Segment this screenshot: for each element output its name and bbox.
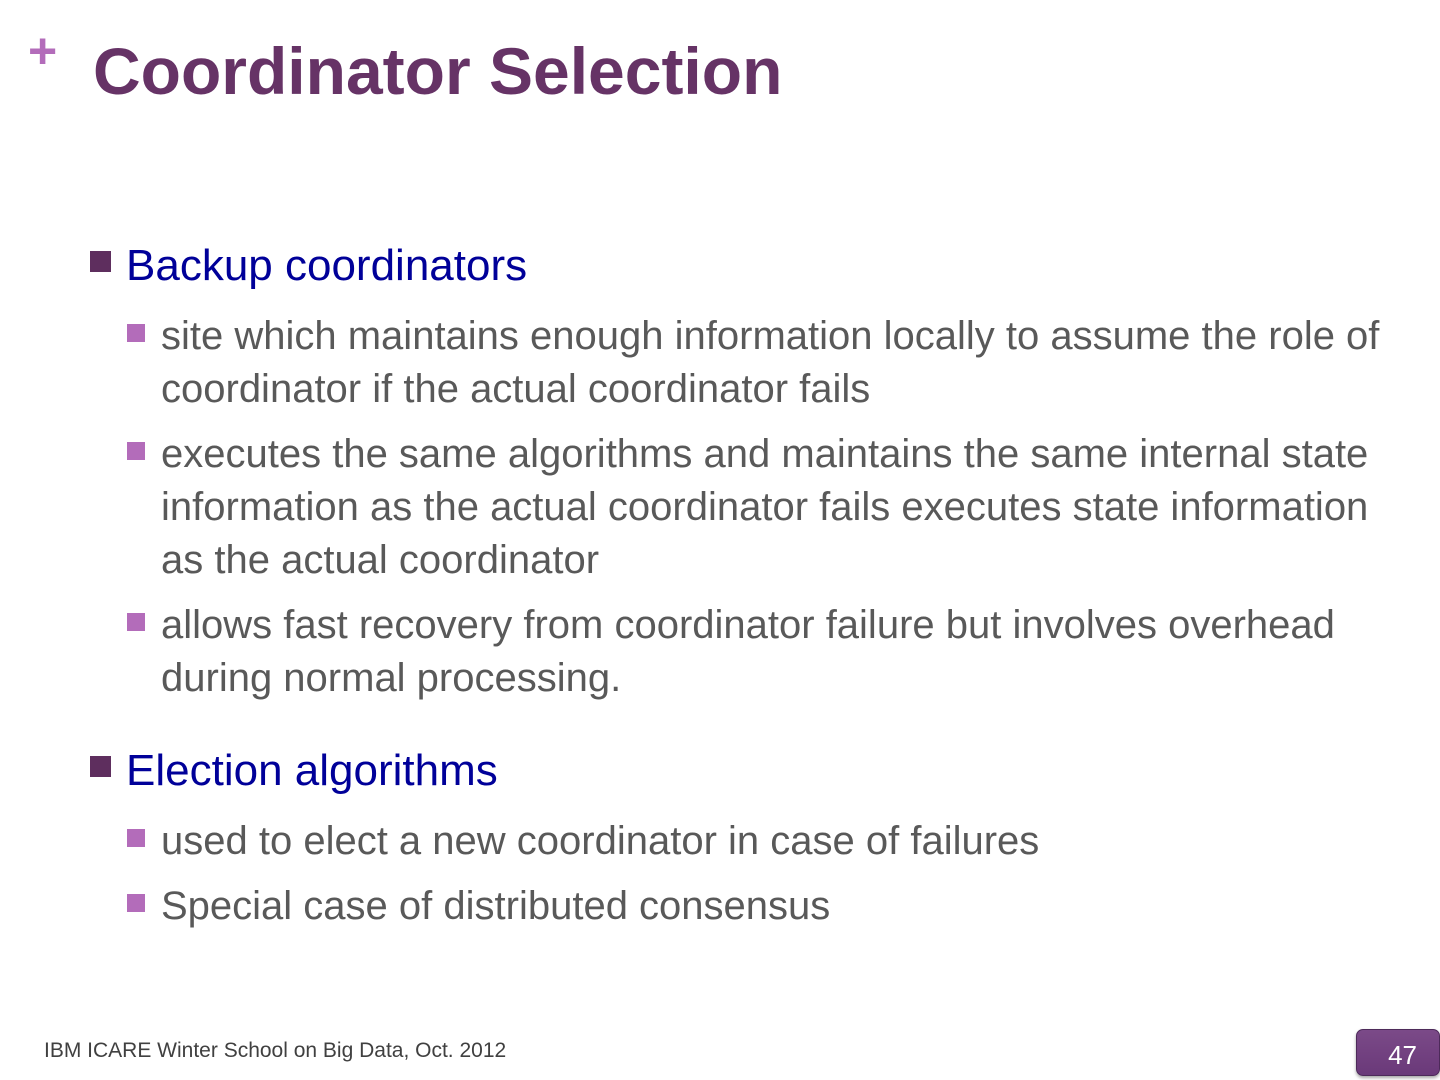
footer-text: IBM ICARE Winter School on Big Data, Oct. 2012	[44, 1039, 507, 1062]
square-bullet-icon	[127, 613, 145, 631]
section-heading: Election algorithms	[126, 746, 498, 795]
bullet-text: used to elect a new coordinator in case of failures	[161, 819, 1040, 863]
bullet-level2	[127, 428, 1410, 587]
section-election-algorithms	[90, 743, 1410, 933]
bullet-level1	[90, 238, 1410, 294]
plus-icon: +	[28, 23, 58, 79]
square-bullet-icon	[127, 324, 145, 342]
square-bullet-icon	[90, 251, 111, 272]
bullet-text: allows fast recovery from coordinator failure but involves overhead during normal processing.	[161, 603, 1335, 700]
page-number-badge	[1356, 1029, 1440, 1076]
square-bullet-icon	[90, 756, 111, 777]
bullet-text: Special case of distributed consensus	[161, 884, 831, 928]
bullet-level2	[127, 310, 1410, 416]
bullet-level2	[127, 880, 1410, 933]
page-number: 47	[1388, 1040, 1417, 1070]
square-bullet-icon	[127, 829, 145, 847]
square-bullet-icon	[127, 442, 145, 460]
square-bullet-icon	[127, 894, 145, 912]
bullet-level2	[127, 815, 1410, 868]
bullet-text: executes the same algorithms and maintains the same internal state information as the actual coordinator fails executes state information as the actual coordinator	[161, 432, 1369, 582]
bullet-text: site which maintains enough information locally to assume the role of coordinator if the actual coordinator fails	[161, 314, 1380, 411]
bullet-level1	[90, 743, 1410, 799]
slide-content	[90, 238, 1410, 971]
section-heading: Backup coordinators	[126, 241, 528, 290]
slide-title: Coordinator Selection	[93, 34, 783, 108]
sub-bullet-list	[90, 310, 1410, 705]
section-backup-coordinators	[90, 238, 1410, 705]
sub-bullet-list	[90, 815, 1410, 933]
bullet-level2	[127, 599, 1410, 705]
